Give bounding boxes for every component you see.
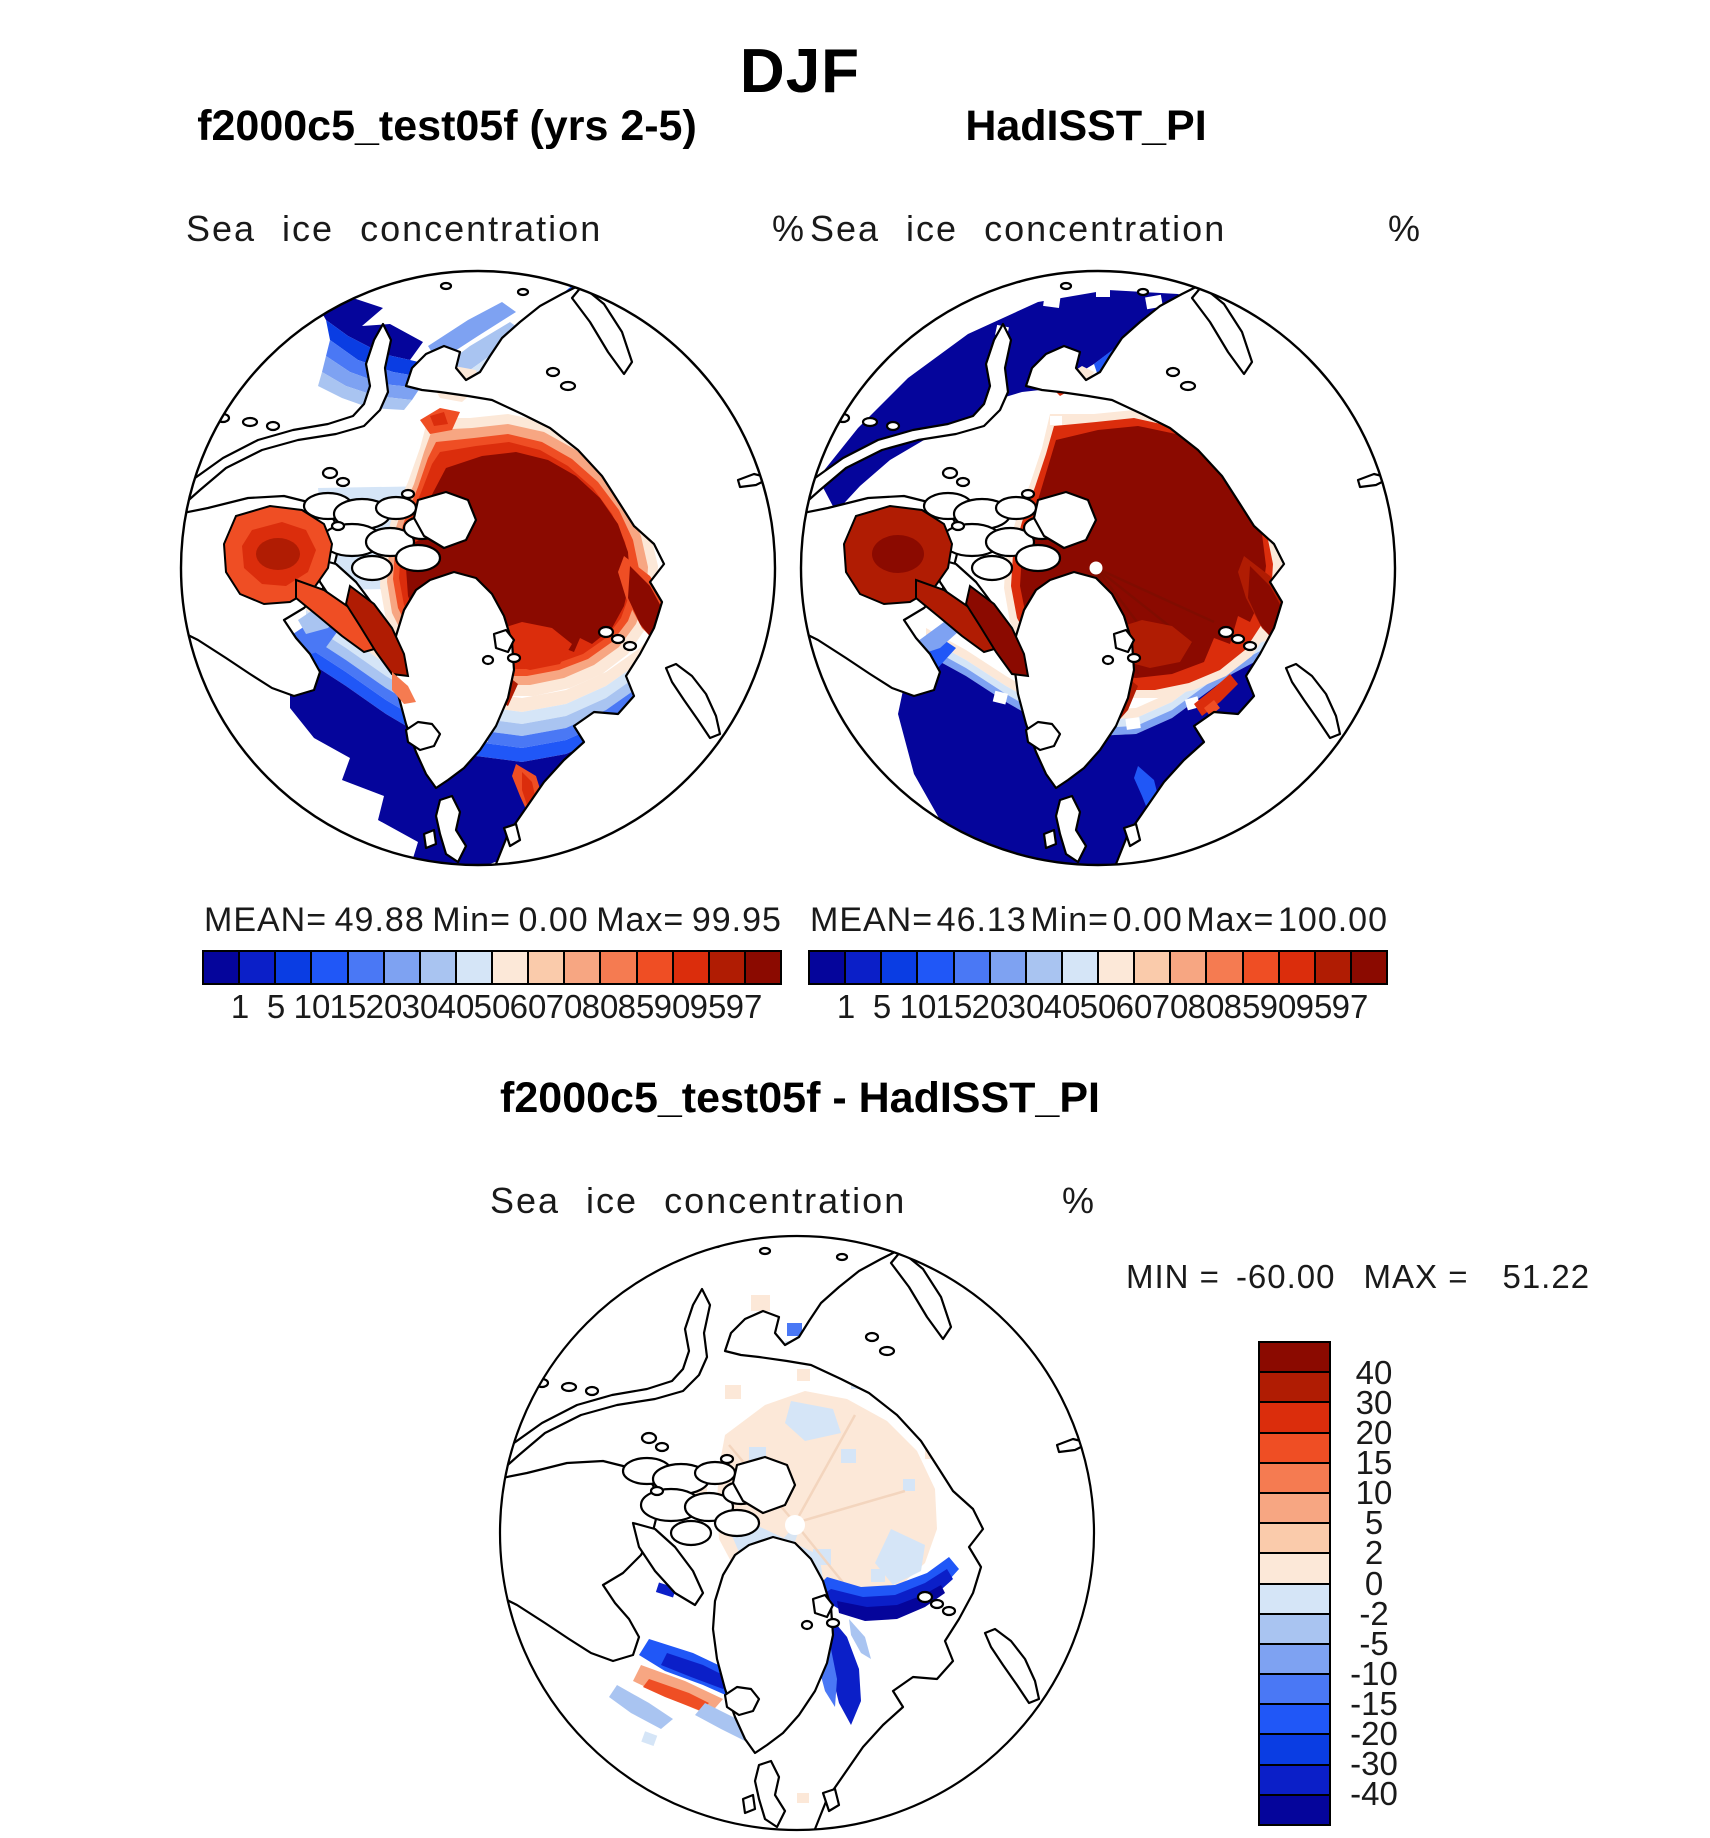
obs-map [798, 268, 1398, 868]
colorbar-segment [385, 952, 421, 983]
colorbar-segment [1260, 1434, 1329, 1464]
colorbar-segment [1260, 1705, 1329, 1735]
colorbar-tick-label: 40 [437, 988, 475, 1025]
colorbar-tick-label: 15 [935, 988, 973, 1025]
colorbar-tick-label: 97 [725, 988, 763, 1025]
diff-colorbar-ticks [1334, 1341, 1414, 1826]
colorbar-segment [955, 952, 991, 983]
model-max-label: Max= [596, 901, 685, 939]
colorbar-segment [240, 952, 276, 983]
colorbar-tick-label: -10 [1350, 1654, 1398, 1692]
colorbar-segment [457, 952, 493, 983]
obs-mean-value: 46.13 [936, 901, 1027, 939]
colorbar-segment [1260, 1343, 1329, 1373]
colorbar-tick-label: 20 [971, 988, 1009, 1025]
colorbar-tick-label: 15 [329, 988, 367, 1025]
diff-max-label: MAX = [1363, 1258, 1469, 1295]
colorbar-segment [601, 952, 637, 983]
colorbar-segment [1027, 952, 1063, 983]
diff-min-value: -60.00 [1235, 1258, 1336, 1295]
colorbar-segment [204, 952, 240, 983]
figure-title: DJF [739, 37, 861, 106]
colorbar-segment [1099, 952, 1135, 983]
obs-max-label: Max= [1186, 901, 1275, 939]
colorbar-tick-label: 15 [1355, 1444, 1393, 1482]
colorbar-tick-label: -40 [1350, 1774, 1398, 1812]
colorbar-tick-label: 70 [1151, 988, 1189, 1025]
colorbar-segment [1260, 1735, 1329, 1765]
obs-stats-row [810, 901, 1388, 940]
model-max-value: 99.95 [691, 901, 782, 939]
model-mean-value: 49.88 [334, 901, 425, 939]
colorbar-tick-label: 2 [1364, 1534, 1384, 1572]
colorbar-segment [810, 952, 846, 983]
colorbar-tick-label: 30 [1355, 1384, 1393, 1422]
colorbar-segment [1135, 952, 1171, 983]
colorbar-segment [1260, 1675, 1329, 1705]
colorbar-tick-label: 1 [230, 988, 250, 1025]
colorbar-tick-label: -20 [1350, 1714, 1398, 1752]
colorbar-tick-label: 95 [1295, 988, 1333, 1025]
colorbar-tick-label: 85 [617, 988, 655, 1025]
colorbar-segment [1207, 952, 1243, 983]
colorbar-segment [1260, 1524, 1329, 1554]
colorbar-tick-label: 5 [266, 988, 286, 1025]
obs-colorbar-ticks [810, 988, 1386, 1028]
colorbar-segment [312, 952, 348, 983]
model-panel-title: f2000c5_test05f (yrs 2-5) [197, 102, 697, 150]
colorbar-segment [276, 952, 312, 983]
colorbar-tick-label: 1 [836, 988, 856, 1025]
colorbar-tick-label: 10 [293, 988, 331, 1025]
obs-min-label: Min= [1030, 901, 1109, 939]
colorbar-tick-label: 80 [581, 988, 619, 1025]
diff-min-label: MIN = [1126, 1258, 1220, 1295]
colorbar-segment [349, 952, 385, 983]
colorbar-tick-label: 30 [1007, 988, 1045, 1025]
colorbar-tick-label: -5 [1359, 1624, 1389, 1662]
colorbar-segment [710, 952, 746, 983]
model-stats-row [204, 901, 782, 940]
diff-map [497, 1233, 1097, 1833]
model-map [178, 268, 778, 868]
colorbar-segment [638, 952, 674, 983]
colorbar-segment [1260, 1615, 1329, 1645]
colorbar-tick-label: 5 [1364, 1504, 1384, 1542]
colorbar-tick-label: 50 [473, 988, 511, 1025]
obs-colorbar [808, 950, 1388, 985]
colorbar-segment [846, 952, 882, 983]
diff-pole-missing-dot [785, 1515, 805, 1535]
colorbar-tick-label: 10 [899, 988, 937, 1025]
colorbar-segment [1352, 952, 1386, 983]
colorbar-segment [1280, 952, 1316, 983]
colorbar-tick-label: 40 [1355, 1354, 1393, 1392]
colorbar-segment [529, 952, 565, 983]
obs-units-label: % [1388, 208, 1422, 249]
colorbar-segment [493, 952, 529, 983]
colorbar-tick-label: 70 [545, 988, 583, 1025]
obs-pole-missing-dot [1090, 562, 1103, 575]
colorbar-tick-label: -15 [1350, 1684, 1398, 1722]
colorbar-segment [1260, 1464, 1329, 1494]
colorbar-tick-label: 60 [1115, 988, 1153, 1025]
colorbar-segment [1260, 1645, 1329, 1675]
model-min-label: Min= [432, 901, 511, 939]
colorbar-segment [991, 952, 1027, 983]
diff-max-value: 51.22 [1502, 1258, 1591, 1295]
model-units-label: % [772, 208, 806, 249]
model-mean-label: MEAN= [204, 901, 328, 939]
model-colorbar [202, 950, 782, 985]
colorbar-tick-label: 10 [1355, 1474, 1393, 1512]
colorbar-segment [1260, 1494, 1329, 1524]
colorbar-segment [1171, 952, 1207, 983]
colorbar-segment [1316, 952, 1352, 983]
colorbar-tick-label: 50 [1079, 988, 1117, 1025]
colorbar-segment [565, 952, 601, 983]
colorbar-tick-label: 5 [872, 988, 892, 1025]
colorbar-tick-label: 40 [1043, 988, 1081, 1025]
diff-colorbar [1258, 1341, 1331, 1826]
colorbar-segment [1260, 1554, 1329, 1584]
colorbar-tick-label: -30 [1350, 1744, 1398, 1782]
colorbar-segment [1260, 1766, 1329, 1796]
colorbar-segment [1260, 1373, 1329, 1403]
model-colorbar-ticks [204, 988, 780, 1028]
colorbar-segment [1244, 952, 1280, 983]
colorbar-tick-label: 90 [653, 988, 691, 1025]
obs-max-value: 100.00 [1278, 901, 1388, 939]
obs-mean-label: MEAN= [810, 901, 934, 939]
colorbar-segment [1260, 1585, 1329, 1615]
colorbar-segment [421, 952, 457, 983]
obs-field-label: Sea ice concentration [810, 208, 1227, 249]
colorbar-tick-label: 60 [509, 988, 547, 1025]
colorbar-tick-label: 97 [1331, 988, 1369, 1025]
colorbar-tick-label: 95 [689, 988, 727, 1025]
diff-units-label: % [1062, 1180, 1096, 1221]
colorbar-tick-label: 85 [1223, 988, 1261, 1025]
colorbar-segment [882, 952, 918, 983]
diff-range-row [1126, 1258, 1590, 1296]
colorbar-tick-label: -2 [1359, 1594, 1389, 1632]
colorbar-tick-label: 0 [1364, 1564, 1384, 1602]
colorbar-segment [1063, 952, 1099, 983]
colorbar-tick-label: 30 [401, 988, 439, 1025]
colorbar-segment [674, 952, 710, 983]
colorbar-segment [1260, 1403, 1329, 1433]
colorbar-segment [918, 952, 954, 983]
colorbar-tick-label: 20 [1355, 1414, 1393, 1452]
model-min-value: 0.00 [518, 901, 589, 939]
model-field-label: Sea ice concentration [186, 208, 603, 249]
colorbar-segment [746, 952, 780, 983]
diff-panel-title: f2000c5_test05f - HadISST_PI [500, 1074, 1100, 1122]
obs-min-value: 0.00 [1112, 901, 1183, 939]
obs-panel-title: HadISST_PI [965, 102, 1207, 150]
colorbar-tick-label: 90 [1259, 988, 1297, 1025]
colorbar-tick-label: 80 [1187, 988, 1225, 1025]
diff-field-label: Sea ice concentration [490, 1180, 907, 1221]
colorbar-tick-label: 20 [365, 988, 403, 1025]
colorbar-segment [1260, 1796, 1329, 1824]
